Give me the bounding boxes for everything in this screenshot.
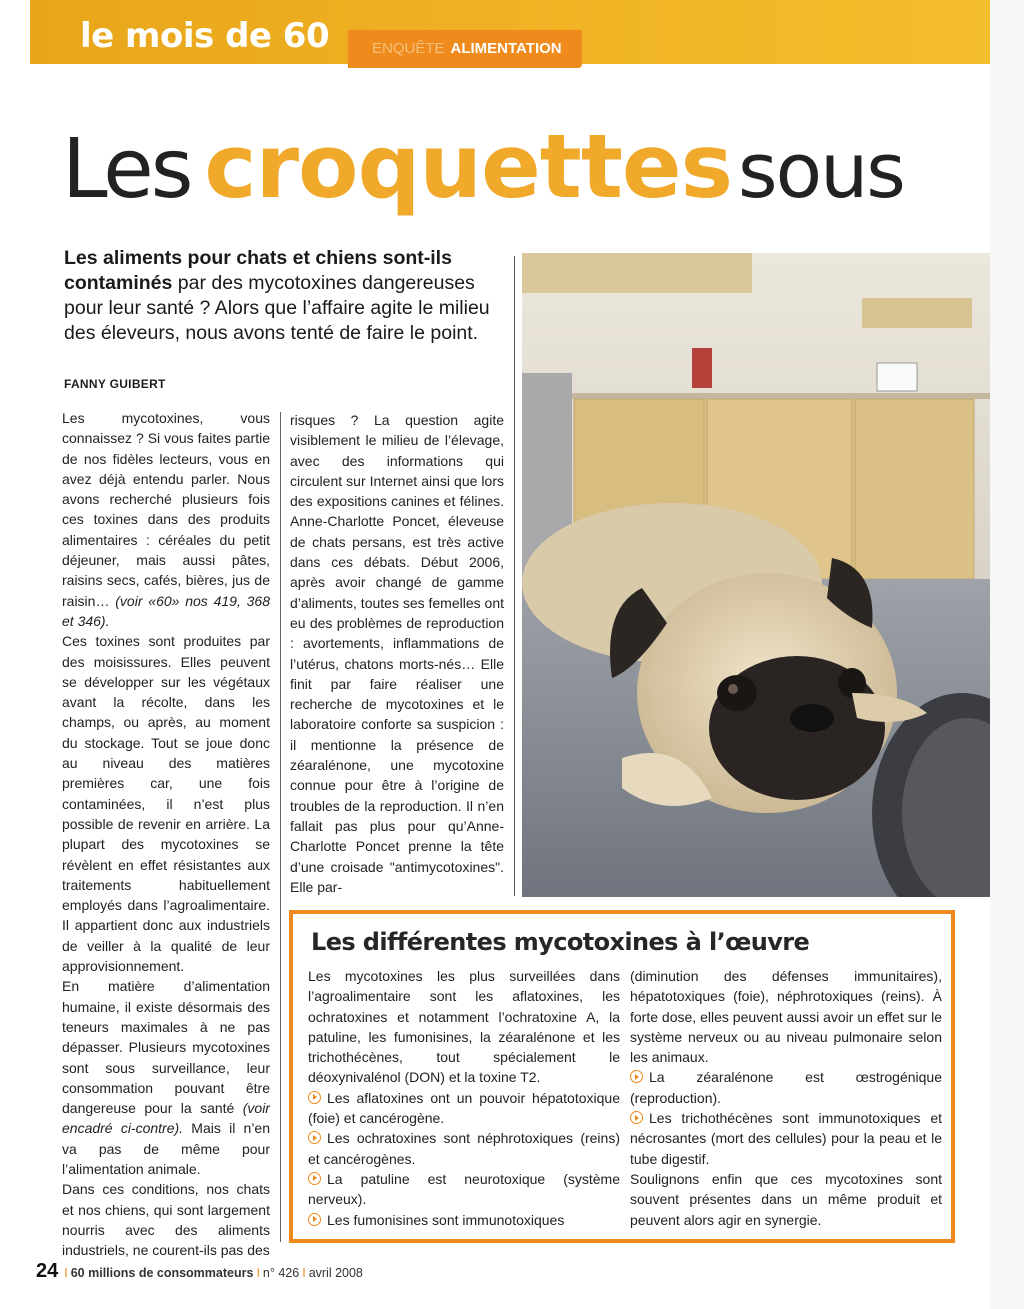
paragraph: Ces toxines sont produites par des moisissures. Elles peuvent se développer sur les végétaux avant la récolte, dans les champs, ou après, au moment du stockage. Tout se joue donc au niveau des matières premières car, une fois contaminées, il n’est plus possible de revenir en arrière. La plupart des mycotoxines se révèlent en effet résistantes aux traitements habituellement employés dans l’agroalimentaire. Il appartient donc aux industriels de veiller à la qualité de leur approvisionnement. [62,633,270,975]
headline [62,112,904,230]
article-column-1 [62,408,270,1260]
standfirst [64,246,504,346]
box-intro: Les mycotoxines les plus surveillées dans l’agroalimentaire sont les aflatoxines, les ochratoxines et notamment l’ochratoxine A, la patuline, les fumonisines, la zéaralénone et les trichothécènes, tout spécialement le déoxynivalénol (DON) et la toxine T2. [308,968,620,1086]
standfirst-text: par des mycotoxines dangereuses pour leur santé ? Alors que l’affaire agite le milieu des éleveurs, nous avons tenté de faire le point. [64,272,490,344]
reference: (voir «60» nos 419, 368 et 346). [62,592,270,629]
paragraph-text: En matière d’alimentation humaine, il existe désormais des teneurs maximales à ne pas dépasser. Plusieurs mycotoxines sont sous surveillance, leur consommation pouvant être dangereuse pour la santé [62,978,270,1117]
paragraph [62,976,270,1179]
headline-part-1: Les [62,122,191,217]
section-title: le mois de 60 [80,16,330,56]
box-paragraph: (diminution des défenses immunitaires), hépatotoxiques (foie), néphrotoxiques (reins). À forte dose, elles peuvent aussi avoir un effet sur le système nerveux ou au niveau pulmonaire selon les animaux. [630,968,942,1066]
headline-part-2: croquettes [204,115,732,218]
paragraph: risques ? La question agite visiblement le milieu de l’élevage, avec des informations qui circulent sur Internet ainsi que lors des expositions canines et félines. Anne-Charlotte Poncet, éleveuse de chats persans, est très active dans ces débats. Début 2006, après avoir changé de gamme d’aliments, toutes ses femelles ont eu des problèmes de reproduction : avortements, inflammations de l’utérus, chatons morts-nés… Elle finit par faire réaliser une recherche de mycotoxines et le laboratoire conforte sa suspicion : il mentionne la présence de zéaralénone, une mycotoxine connue pour être à l’origine de troubles de la reproduction. Il n’en fallait pas plus pour qu’Anne-Charlotte Poncet prenne la tête d’une croisade "antimycotoxines". Elle par- [290,412,504,895]
category-tag [348,30,582,68]
arrow-bullet-icon [308,1131,321,1144]
box-title: Les différentes mycotoxines à l’œuvre [311,928,810,956]
arrow-bullet-icon [630,1111,643,1124]
paragraph [62,408,270,631]
box-column-2 [630,966,942,1230]
paragraph-text: Mais il n’en va pas de même pour l’alimentation animale. [62,1120,270,1177]
box-bullet: Les ochratoxines sont néphrotoxiques (reins) et cancérogènes. [308,1130,620,1167]
separator: I [64,1266,68,1280]
page-footer [36,1260,363,1283]
box-conclusion: Soulignons enfin que ces mycotoxines sont souvent présentes dans un même produit et peuvent alors agir en synergie. [630,1170,942,1228]
paragraph: Dans ces conditions, nos chats et nos chiens, qui sont largement nourris avec des aliments industriels, ne courent-ils pas des [62,1181,270,1259]
box-bullet: Les trichothécènes sont immunotoxiques et nécrosantes (mort des cellules) pour la peau et le tube digestif. [630,1110,942,1167]
section-banner [30,0,990,64]
arrow-bullet-icon [308,1091,321,1104]
issue-number: n° 426 [262,1266,300,1280]
box-column-1 [308,966,620,1230]
article-column-2 [290,410,504,897]
headline-part-3: sous [737,126,904,215]
separator: I [302,1266,306,1280]
sidebar-box [289,910,955,1243]
box-bullet: La patuline est neurotoxique (système nerveux). [308,1170,620,1208]
magazine-name: 60 millions de consommateurs [70,1266,254,1280]
separator: I [256,1266,260,1280]
box-bullet: Les fumonisines sont immunotoxiques [308,1210,620,1230]
box-bullet: Les aflatoxines ont un pouvoir hépatotoxique (foie) et cancérogène. [308,1089,620,1127]
page-number: 24 [36,1260,59,1282]
standfirst-bold: Les aliments pour chats et chiens sont-ils contaminés [64,247,452,294]
paragraph-text: Les mycotoxines, vous connaissez ? Si vous faites partie de nos fidèles lecteurs, vous en avez déjà entendu parler. Nous avons recherché plusieurs fois ces toxines dans des produits alimentaires : céréales du petit déjeuner, mais aussi pâtes, raisins secs, cafés, bières, jus de raisin… [62,410,270,609]
reference: (voir encadré ci-contre). [62,1100,270,1137]
column-divider [514,256,515,896]
pug-photo [522,253,990,897]
pug-illustration [522,253,990,897]
arrow-bullet-icon [308,1213,321,1226]
page-margin-right [990,0,1024,1309]
arrow-bullet-icon [630,1070,643,1083]
column-rule [280,412,281,1242]
issue-date: avril 2008 [308,1266,363,1280]
box-bullet: La zéaralénone est œstrogénique (reproduction). [630,1069,942,1106]
category-label: ENQUÊTE [372,40,445,57]
headline-area [0,100,990,230]
arrow-bullet-icon [308,1172,321,1185]
author-byline: FANNY GUIBERT [64,377,166,391]
topic-label: ALIMENTATION [450,40,562,57]
